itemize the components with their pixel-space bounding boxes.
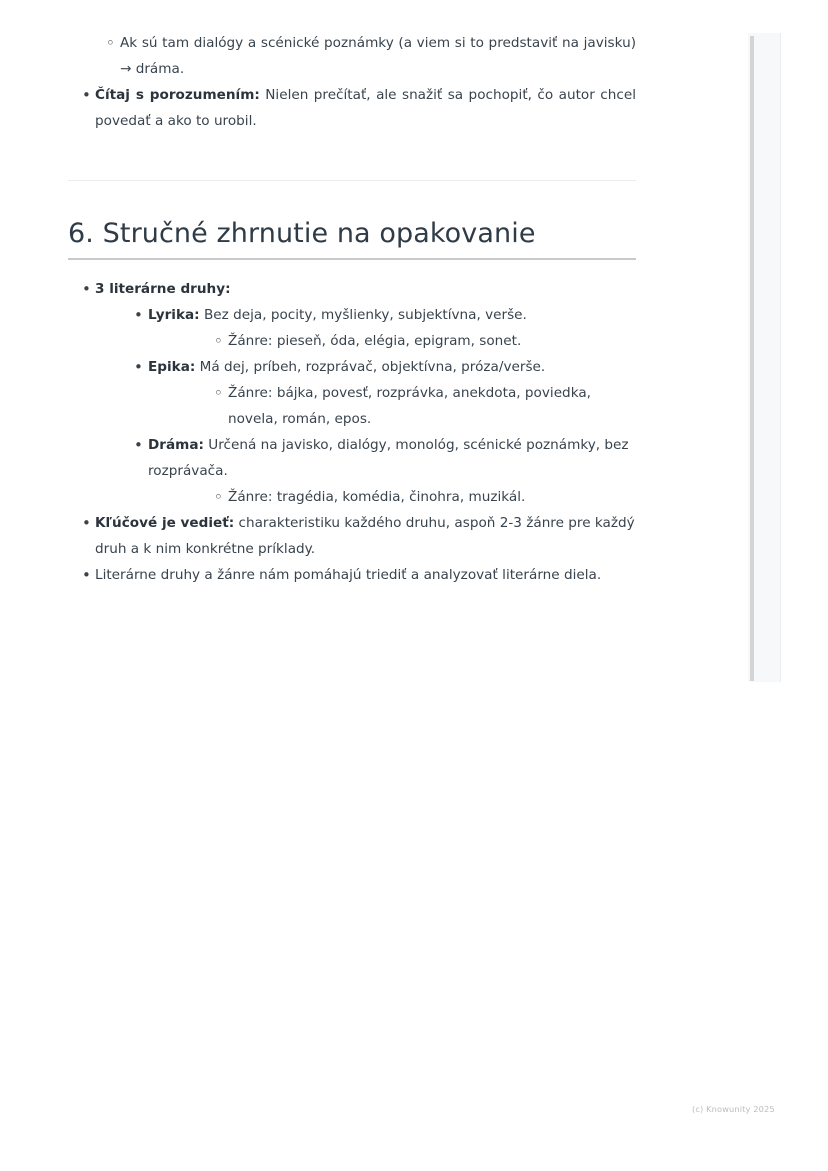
disc-bullet-icon — [82, 562, 91, 589]
circle-bullet-icon — [106, 30, 115, 57]
heading-underline-rule — [68, 258, 636, 260]
kind-description: Určená na javisko, dialógy, monológ, scénické poznámky, bez rozprávača. — [148, 437, 629, 479]
vertical-scrollbar-thumb[interactable] — [750, 36, 754, 681]
list-item-kind-epika — [95, 354, 636, 432]
disc-bullet-icon — [134, 302, 143, 329]
disc-bullet-icon — [82, 510, 91, 537]
list-item-closing-statement — [68, 562, 636, 588]
list-item-text: Nielen prečítať, ale snažiť sa pochopiť, čo autor chcel povedať a ako to urobil. — [95, 87, 636, 129]
list-item-nested-drama-hint — [68, 30, 636, 82]
literary-kinds-list — [95, 302, 636, 510]
kind-description: Má dej, príbeh, rozprávač, objektívna, próza/verše. — [195, 359, 546, 375]
list-item-text: Ak sú tam dialógy a scénické poznámky (a viem si to predstaviť na javisku) → dráma. — [120, 35, 636, 77]
summary-block — [68, 276, 636, 588]
list-item-lead-label: Čítaj s porozumením: — [95, 87, 260, 103]
list-item-lead-label: Kľúčové je vedieť: — [95, 515, 235, 531]
disc-bullet-icon — [134, 354, 143, 381]
epika-genres-list — [148, 380, 636, 432]
kind-description: Bez deja, pocity, myšlienky, subjektívna, verše. — [199, 307, 527, 323]
circle-bullet-icon — [214, 484, 223, 511]
list-item-kind-drama — [95, 432, 636, 510]
list-item-reading-comprehension — [68, 82, 636, 134]
summary-list — [68, 276, 636, 588]
genres-text: Žánre: bájka, povesť, rozprávka, anekdota, poviedka, novela, román, epos. — [228, 385, 591, 427]
lyrika-genres-list — [148, 328, 636, 354]
genres-text: Žánre: pieseň, óda, elégia, epigram, sonet. — [228, 333, 522, 349]
disc-bullet-icon — [134, 432, 143, 459]
genres-text: Žánre: tragédia, komédia, činohra, muzikál. — [228, 489, 526, 505]
section-divider — [68, 180, 636, 181]
page-title: 6. Stručné zhrnutie na opakovanie — [68, 218, 536, 249]
list-item-text: Literárne druhy a žánre nám pomáhajú triediť a analyzovať literárne diela. — [95, 567, 602, 583]
list-item-three-literary-kinds — [68, 276, 636, 510]
list-item-label: 3 literárne druhy: — [95, 281, 231, 297]
circle-bullet-icon — [214, 328, 223, 355]
kind-name: Dráma: — [148, 437, 204, 453]
list-item-text: charakteristiku každého druhu, aspoň 2-3 žánre pre každý druh a k nim konkrétne príklady. — [95, 515, 635, 557]
disc-bullet-icon — [82, 276, 91, 303]
list-item-genres — [148, 380, 636, 432]
list-item-key-point — [68, 510, 636, 562]
drama-genres-list — [148, 484, 636, 510]
top-fragment-block — [68, 30, 636, 134]
list-item-genres — [148, 328, 636, 354]
circle-bullet-icon — [214, 380, 223, 407]
scrollbar-edge-line — [780, 33, 781, 682]
kind-name: Lyrika: — [148, 307, 200, 323]
top-fragment-list — [68, 30, 636, 134]
list-item-kind-lyrika — [95, 302, 636, 354]
kind-name: Epika: — [148, 359, 196, 375]
disc-bullet-icon — [82, 82, 91, 109]
list-item-genres — [148, 484, 636, 510]
footer-copyright: (c) Knowunity 2025 — [692, 1104, 775, 1114]
